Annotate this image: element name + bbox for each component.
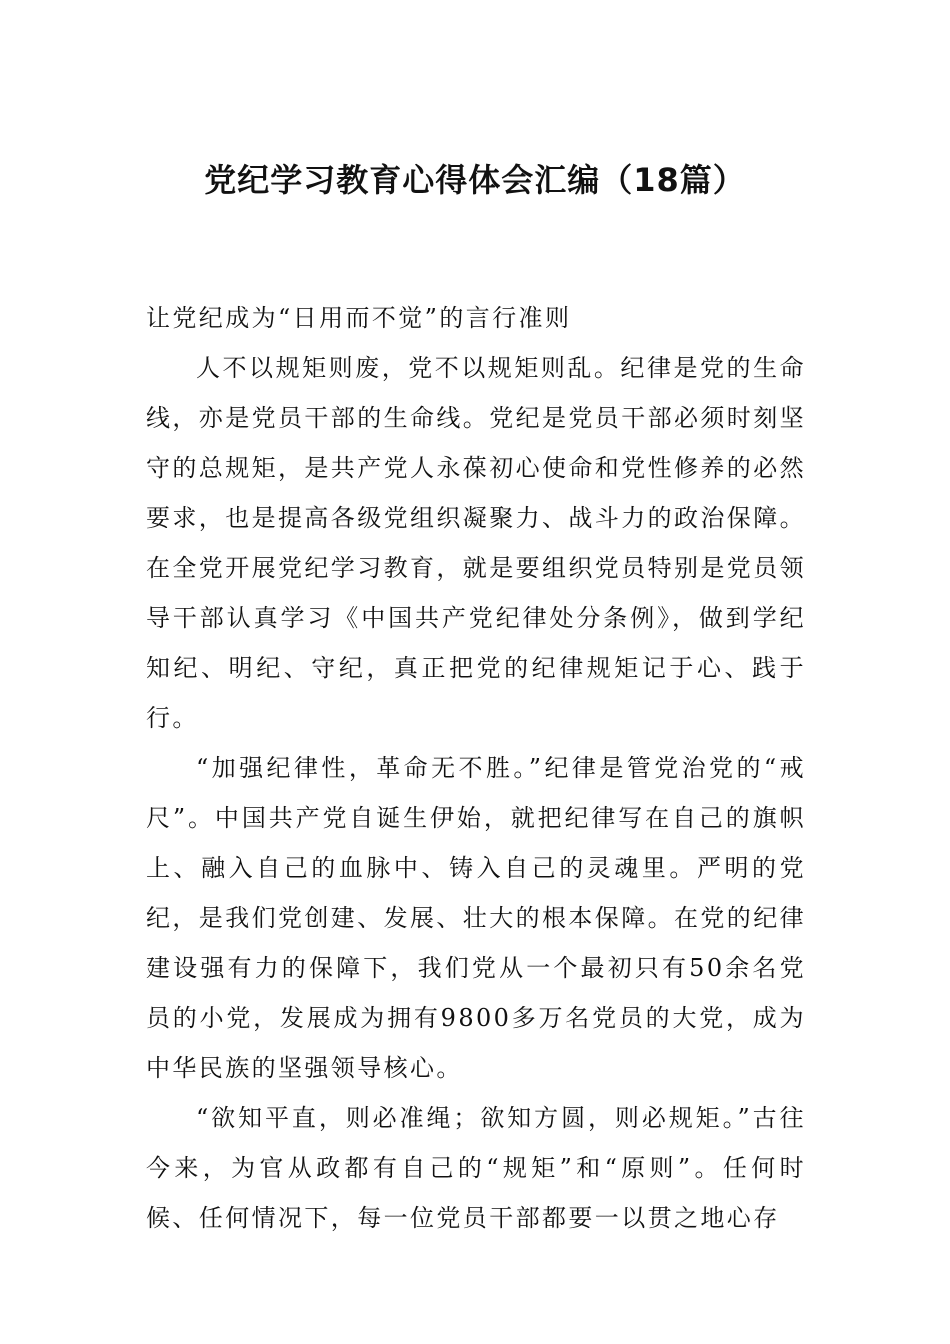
- document-body: [146, 293, 806, 1243]
- document-title: 党纪学习教育心得体会汇编（18篇）: [204, 161, 746, 199]
- paragraph: “欲知平直，则必准绳；欲知方圆，则必规矩。”古往今来，为官从政都有自己的“规矩”和“原则”。任何时候、任何情况下，每一位党员干部都要一以贯之地心存: [146, 1104, 806, 1232]
- paragraph: “加强纪律性，革命无不胜。”纪律是管党治党的“戒尺”。中国共产党自诞生伊始，就把纪律写在自己的旗帜上、融入自己的血脉中、铸入自己的灵魂里。严明的党纪，是我们党创建、发展、壮大的根本保障。在党的纪律建设强有力的保障下，我们党从一个最初只有50余名党员的小党，发展成为拥有9800多万名党员的大党，成为中华民族的坚强领导核心。: [146, 754, 806, 1082]
- paragraph: 人不以规矩则废，党不以规矩则乱。纪律是党的生命线，亦是党员干部的生命线。党纪是党员干部必须时刻坚守的总规矩，是共产党人永葆初心使命和党性修养的必然要求，也是提高各级党组织凝聚力、战斗力的政治保障。在全党开展党纪学习教育，就是要组织党员特别是党员领导干部认真学习《中国共产党纪律处分条例》，做到学纪知纪、明纪、守纪，真正把党的纪律规矩记于心、践于行。: [146, 354, 806, 732]
- section-heading: 让党纪成为“日用而不觉”的言行准则: [146, 304, 572, 332]
